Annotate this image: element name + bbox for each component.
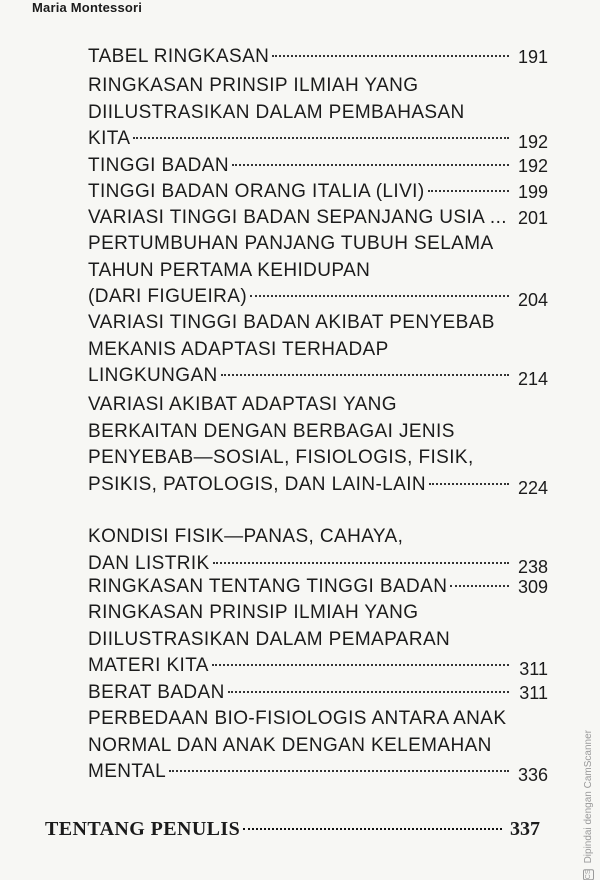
toc-entry-label-line: RINGKASAN TENTANG TINGGI BADAN	[88, 576, 448, 597]
toc-entry-label-line: TINGGI BADAN ORANG ITALIA (LIVI)	[88, 181, 425, 202]
toc-entry-label-line: VARIASI AKIBAT ADAPTASI YANG	[88, 394, 397, 415]
toc-entry-label-line: DIILUSTRASIKAN DALAM PEMBAHASAN	[88, 101, 465, 123]
toc-page-number: 309	[517, 577, 548, 597]
toc-entry-label-row	[88, 551, 512, 577]
toc-entry-label-row	[88, 284, 512, 310]
leader-dots	[221, 374, 509, 376]
toc-page-number: 191	[517, 47, 548, 67]
scanner-watermark	[583, 730, 594, 880]
toc-entry-label-line: MEKANIS ADAPTASI TERHADAP	[88, 338, 389, 360]
toc-page-number: 238	[517, 556, 548, 577]
toc-entry-label-line: BERKAITAN DENGAN BERBAGAI JENIS	[88, 420, 455, 442]
toc-entry-label-line: TAHUN PERTAMA KEHIDUPAN	[88, 259, 371, 281]
toc-entry-label-line: DIILUSTRASIKAN DALAM PEMAPARAN	[88, 628, 451, 650]
toc-entry-label-line: RINGKASAN PRINSIP ILMIAH YANG	[88, 75, 419, 96]
toc-page-number: 192	[517, 156, 548, 176]
toc-entry-label-line: LINGKUNGAN	[88, 365, 218, 386]
toc-page-number: 311	[519, 683, 548, 703]
leader-dots	[232, 164, 509, 166]
watermark-text: Dipindai dengan CamScanner	[583, 730, 594, 864]
toc-entry-label-line: KITA	[88, 128, 131, 149]
running-head: Maria Montessori	[32, 0, 143, 15]
camscanner-icon: CS	[585, 869, 592, 880]
toc-entry-label-line: VARIASI TINGGI BADAN SEPANJANG USIA ...	[88, 207, 507, 228]
toc-entry-label-line: MENTAL	[88, 761, 167, 782]
toc-entry-label-line: RINGKASAN PRINSIP ILMIAH YANG	[88, 602, 419, 623]
toc-entry-label-line: PERTUMBUHAN PANJANG TUBUH SELAMA	[88, 233, 494, 254]
leader-dots	[272, 55, 509, 57]
toc-entry-label-row	[88, 472, 512, 498]
toc-entry-label-row	[88, 44, 512, 70]
toc-entry-label-line: KONDISI FISIK—PANAS, CAHAYA,	[88, 526, 404, 547]
leader-dots	[212, 664, 509, 666]
toc-page-number: 311	[519, 659, 548, 679]
leader-dots	[243, 828, 502, 830]
toc-entry-label-line: BERAT BADAN	[88, 682, 225, 703]
leader-dots	[250, 295, 509, 297]
toc-entry-label-row	[88, 205, 512, 231]
toc-page-number: 204	[517, 290, 548, 310]
leader-dots	[133, 137, 509, 139]
toc-page-number: 199	[517, 182, 548, 202]
toc-page-number: 337	[510, 818, 540, 840]
toc-entry-label-line: DAN LISTRIK	[88, 552, 210, 574]
toc-entry-label-row	[88, 179, 512, 205]
toc-entry-label-row	[88, 153, 512, 179]
toc-entry-label-line: NORMAL DAN ANAK DENGAN KELEMAHAN	[88, 734, 492, 756]
toc-entry-label-line: (DARI FIGUEIRA)	[88, 286, 248, 307]
leader-dots	[213, 562, 509, 564]
toc-entry-label-row	[88, 363, 512, 389]
toc-page-number: 201	[517, 208, 548, 228]
toc-entry-label-line: VARIASI TINGGI BADAN AKIBAT PENYEBAB	[88, 312, 495, 333]
toc-entry-label-line: TINGGI BADAN	[88, 155, 229, 176]
toc-entry-label-row	[45, 816, 505, 842]
toc-page-number: 192	[517, 132, 548, 152]
toc-entry-label-row	[88, 680, 512, 706]
toc-page-number: 336	[517, 765, 548, 785]
toc-entry-label-row	[88, 574, 512, 600]
toc-entry-label-line: MATERI KITA	[88, 655, 209, 676]
toc-entry-label-line: PENYEBAB—SOSIAL, FISIOLOGIS, FISIK,	[88, 447, 474, 468]
toc-entry-label-line: PSIKIS, PATOLOGIS, DAN LAIN-LAIN	[88, 473, 427, 495]
toc-entry-label-row	[88, 126, 512, 152]
toc-entry-label-line: TABEL RINGKASAN	[88, 46, 270, 67]
toc-entry-label-row	[88, 653, 512, 679]
leader-dots	[169, 770, 509, 772]
toc-entry-label: TENTANG PENULIS	[45, 818, 241, 840]
toc-page-number: 224	[517, 477, 548, 498]
leader-dots	[228, 691, 509, 693]
toc-entry-label-line: PERBEDAAN BIO-FISIOLOGIS ANTARA ANAK	[88, 708, 507, 729]
toc-page-number: 214	[517, 369, 548, 389]
toc-entry-label-row	[88, 759, 512, 785]
